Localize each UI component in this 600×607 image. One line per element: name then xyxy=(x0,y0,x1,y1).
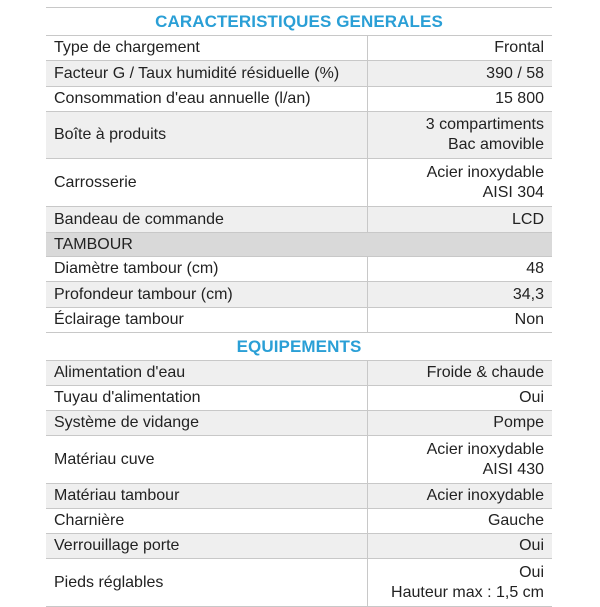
section-title-general: CARACTERISTIQUES GENERALES xyxy=(46,7,552,35)
spec-value xyxy=(368,436,552,483)
spec-value xyxy=(368,534,552,558)
spec-label: Diamètre tambour (cm) xyxy=(46,257,368,281)
spec-value-line: LCD xyxy=(511,210,544,228)
spec-row xyxy=(46,483,552,508)
spec-row xyxy=(46,35,552,60)
spec-label: Système de vidange xyxy=(46,411,368,435)
spec-row xyxy=(46,281,552,307)
spec-value-line: Bac amovible xyxy=(447,136,544,153)
spec-value xyxy=(368,36,552,60)
spec-value-line: 15 800 xyxy=(495,90,544,107)
spec-value xyxy=(368,361,552,385)
spec-label: Alimentation d'eau xyxy=(46,361,368,385)
spec-value xyxy=(368,87,552,111)
spec-value-line: Oui xyxy=(519,537,544,554)
spec-value-line: Non xyxy=(514,311,544,328)
spec-label: Profondeur tambour (cm) xyxy=(46,282,368,307)
spec-value-line: 34,3 xyxy=(512,285,544,303)
spec-value xyxy=(368,484,552,508)
spec-row xyxy=(46,60,552,86)
spec-row xyxy=(46,410,552,435)
spec-value-line: Pompe xyxy=(493,414,544,431)
spec-value xyxy=(368,509,552,533)
spec-value-line: AISI 430 xyxy=(482,460,544,478)
spec-label: Facteur G / Taux humidité résiduelle (%) xyxy=(46,61,368,86)
spec-value-line: 48 xyxy=(526,260,544,277)
spec-value xyxy=(368,386,552,410)
spec-label: Charnière xyxy=(46,509,368,533)
spec-value xyxy=(368,257,552,281)
spec-row xyxy=(46,435,552,483)
spec-label: Type de chargement xyxy=(46,36,368,60)
spec-value-line: Froide & chaude xyxy=(426,364,544,381)
spec-value-line: Oui xyxy=(519,563,544,581)
spec-row xyxy=(46,533,552,558)
spec-label: Tuyau d'alimentation xyxy=(46,386,368,410)
spec-value xyxy=(368,61,552,86)
section-title-equipements: EQUIPEMENTS xyxy=(46,332,552,360)
spec-value xyxy=(368,282,552,307)
spec-value-line: 390 / 58 xyxy=(486,64,544,82)
spec-row xyxy=(46,206,552,232)
spec-row xyxy=(46,111,552,158)
spec-row xyxy=(46,385,552,410)
spec-value-line: Oui xyxy=(519,389,544,406)
spec-label: Éclairage tambour xyxy=(46,308,368,332)
spec-value-line: Frontal xyxy=(494,39,544,56)
spec-value-line: AISI 304 xyxy=(482,183,544,201)
spec-label: Pieds réglables xyxy=(46,559,368,606)
spec-row xyxy=(46,158,552,206)
spec-value-line: Acier inoxydable xyxy=(426,440,544,458)
spec-value-line: 3 compartiments xyxy=(425,116,544,133)
spec-label: Matériau cuve xyxy=(46,436,368,483)
spec-label: Consommation d'eau annuelle (l/an) xyxy=(46,87,368,111)
spec-label: Bandeau de commande xyxy=(46,207,368,232)
spec-label: Matériau tambour xyxy=(46,484,368,508)
spec-row xyxy=(46,307,552,332)
spec-sheet xyxy=(46,7,552,607)
spec-value-line: Acier inoxydable xyxy=(426,487,544,504)
spec-label: Carrosserie xyxy=(46,159,368,206)
spec-value-line: Acier inoxydable xyxy=(426,163,544,181)
spec-value xyxy=(368,112,552,158)
spec-label: Verrouillage porte xyxy=(46,534,368,558)
spec-value xyxy=(368,411,552,435)
spec-value xyxy=(368,159,552,206)
spec-value xyxy=(368,207,552,232)
spec-value-line: Gauche xyxy=(487,512,544,529)
spec-row xyxy=(46,508,552,533)
spec-label: Boîte à produits xyxy=(46,112,368,158)
spec-value xyxy=(368,308,552,332)
spec-row xyxy=(46,86,552,111)
spec-row xyxy=(46,360,552,385)
spec-value-line: Hauteur max : 1,5 cm xyxy=(391,583,544,601)
section-subheader-tambour: TAMBOUR xyxy=(46,232,552,256)
spec-row xyxy=(46,256,552,281)
spec-value xyxy=(368,559,552,606)
